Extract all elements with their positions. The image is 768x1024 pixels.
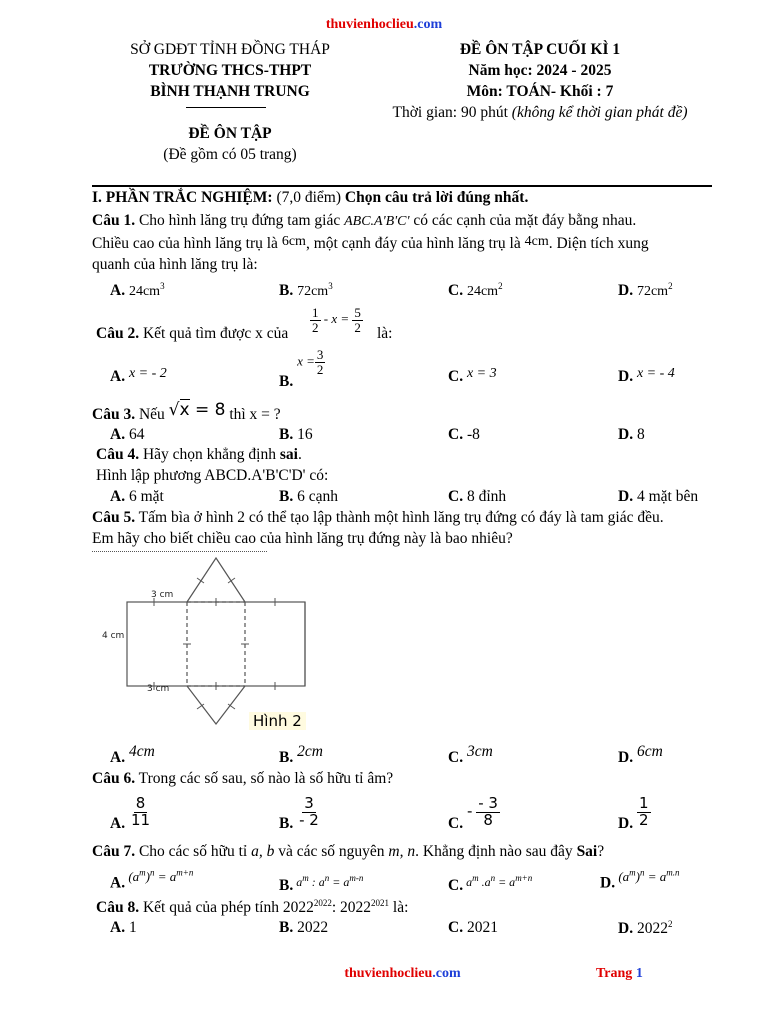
q1-line1: Câu 1. Cho hình lăng trụ đứng tam giác ABC.A'B'C' có các cạnh của mặt đáy bằng nhau.: [92, 212, 637, 229]
q3-option-a[interactable]: A. 64: [110, 426, 145, 443]
q4-option-a[interactable]: A. 6 mặt: [110, 488, 164, 505]
net-top-triangle: [187, 558, 245, 602]
q2-option-b[interactable]: B. x = $\frac{3}{2}$: [279, 347, 324, 390]
q8-option-a[interactable]: A. 1: [110, 919, 137, 936]
q2-equation: $\frac{1}{2}$ - x = $\frac{5}{2}$: [312, 305, 361, 335]
q6-option-d[interactable]: D. $\frac{1}{2}$: [618, 794, 649, 832]
school-year: Năm học: 2024 - 2025: [468, 62, 612, 79]
q1-option-d[interactable]: D. $72cm^2$: [618, 281, 673, 300]
q6-option-a[interactable]: A. $\frac{8}{11}$: [110, 794, 151, 832]
q1-line3: quanh của hình lăng trụ là:: [92, 256, 258, 273]
q2-suffix: là:: [377, 325, 393, 342]
q4-prompt: Câu 4. Hãy chọn khẳng định sai.: [96, 446, 302, 463]
q4-option-b[interactable]: B. 6 cạnh: [279, 488, 338, 505]
figure-label-bottom: 3 cm: [147, 684, 170, 694]
q5-option-a[interactable]: A. 4cm: [110, 743, 155, 766]
q3-prompt: Câu 3. Nếu √x = 8 thì x = ?: [92, 400, 281, 423]
q7-prompt: Câu 7. Cho các số hữu tỉ a, b và các số nguyên m, n. Khẳng định nào sau đây Sai?: [92, 843, 605, 860]
q8-option-b[interactable]: B. 2022: [279, 919, 329, 936]
site-mark-top: thuvienhoclieu.com: [325, 17, 443, 32]
q2-option-c[interactable]: C. x = 3: [448, 366, 497, 385]
dept-name: SỞ GDĐT TỈNH ĐỒNG THÁP: [130, 41, 330, 58]
header-divider: [186, 107, 266, 108]
figure-label-left: 4 cm: [102, 631, 125, 641]
q2-option-d[interactable]: D. x = - 4: [618, 366, 675, 385]
q1-option-c[interactable]: C. $24cm^2$: [448, 281, 503, 300]
q4-option-c[interactable]: C. 8 đỉnh: [448, 488, 507, 505]
sqrt-expression: √x = 8: [168, 400, 226, 420]
q1-option-a[interactable]: A. $24cm^3$: [110, 281, 165, 300]
q5-option-b[interactable]: B. 2cm: [279, 743, 323, 766]
q2-prompt: Câu 2. Kết quả tìm được x của: [96, 325, 289, 342]
section-rule: [92, 185, 712, 187]
q7-option-a[interactable]: A. $(a^m)^n = a^{m+n}$: [110, 868, 194, 892]
doc-title: ĐỀ ÔN TẬP: [188, 125, 272, 142]
q4-line2: Hình lập phương ABCD.A'B'C'D' có:: [96, 467, 329, 484]
q3-option-b[interactable]: B. 16: [279, 426, 313, 443]
q8-option-c[interactable]: C. 2021: [448, 919, 498, 936]
exam-title: ĐỀ ÔN TẬP CUỐI KÌ 1: [459, 41, 621, 58]
q1-line2: Chiều cao của hình lăng trụ là 6cm, một cạnh đáy của hình lăng trụ là 4cm. Diện tích xung: [92, 234, 649, 252]
q5-option-d[interactable]: D. 6cm: [618, 743, 663, 766]
school-name-2: BÌNH THẠNH TRUNG: [150, 83, 310, 100]
figure-label-top: 3 cm: [151, 590, 174, 600]
q5-line1: Câu 5. Tấm bìa ở hình 2 có thể tạo lập thành một hình lăng trụ đứng có đáy là tam giác đều.: [92, 509, 664, 526]
figure-caption: Hình 2: [249, 712, 306, 730]
q5-line2: Em hãy cho biết chiều cao của hình lăng trụ đứng này là bao nhiêu?: [92, 530, 513, 547]
q7-option-d[interactable]: D. $(a^m)^n = a^{m.n}$: [600, 868, 680, 892]
q5-option-c[interactable]: C. 3cm: [448, 743, 493, 766]
section-heading: I. PHẦN TRẮC NGHIỆM: (7,0 điểm) Chọn câu trả lời đúng nhất.: [92, 189, 529, 206]
q8-option-d[interactable]: D. 2022$^2$: [618, 919, 673, 938]
q2-option-a[interactable]: A. x = - 2: [110, 366, 167, 385]
subject-grade: Môn: TOÁN- Khối : 7: [466, 83, 614, 100]
q1-option-b[interactable]: B. $72cm^3$: [279, 281, 333, 300]
prism-net-figure: [95, 552, 325, 732]
q6-option-b[interactable]: B. $\frac{3}{- 2}$: [279, 794, 319, 832]
school-name-1: TRƯỜNG THCS-THPT: [148, 62, 312, 79]
exam-time: Thời gian: 90 phút (không kể thời gian phát đề): [392, 104, 688, 121]
page-indicator: Trang 1: [596, 966, 643, 981]
net-bottom-triangle: [187, 686, 245, 724]
q3-option-d[interactable]: D. 8: [618, 426, 645, 443]
q7-option-c[interactable]: C. $a^m$ $.a^n = a^{m+n}$: [448, 873, 533, 894]
site-mark-footer: thuvienhoclieu.com: [344, 966, 461, 981]
q7-option-b[interactable]: B. $a^m$ : $a^n = a^{m-n}$: [279, 873, 364, 894]
net-outer-rectangle: [127, 602, 305, 686]
q8-prompt: Câu 8. Kết quả của phép tính $2022^{2022}$: $2022^{2021}$ là:: [96, 898, 409, 917]
doc-subtitle: (Đề gồm có 05 trang): [163, 146, 297, 163]
q4-option-d[interactable]: D. 4 mặt bên: [618, 488, 699, 505]
q3-option-c[interactable]: C. -8: [448, 426, 480, 443]
q6-option-c[interactable]: C. - $\frac{- 3}{8}$: [448, 794, 498, 832]
q6-prompt: Câu 6. Trong các số sau, số nào là số hữu tỉ âm?: [92, 770, 394, 787]
